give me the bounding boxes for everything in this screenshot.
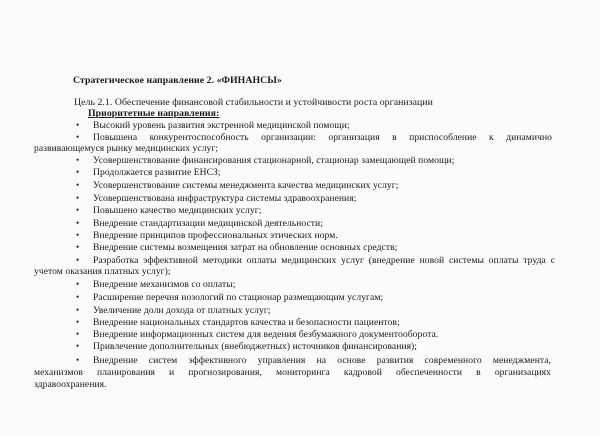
bullet-icon: • bbox=[76, 167, 80, 177]
list-item: Внедрение систем эффективного управления на основе развития современного менеджмента, bbox=[93, 355, 551, 366]
list-item-continuation: здравоохранения. bbox=[34, 379, 107, 390]
list-item-continuation: развивающемуся рынку медицинских услуг; bbox=[34, 143, 219, 154]
bullet-icon: • bbox=[76, 305, 80, 315]
list-item: Разработка эффективной методики оплаты медицинских услуг (внедрение новой системы оплаты труда с bbox=[93, 255, 555, 266]
bullet-icon: • bbox=[76, 205, 80, 215]
bullet-icon: • bbox=[76, 132, 80, 142]
bullet-icon: • bbox=[76, 292, 80, 302]
list-item: Внедрение стандартизации медицинской деятельности; bbox=[93, 218, 323, 229]
bullet-icon: • bbox=[76, 341, 80, 351]
bullet-icon: • bbox=[76, 230, 80, 240]
list-item: Повышено качество медицинских услуг; bbox=[93, 205, 262, 216]
bullet-icon: • bbox=[76, 193, 80, 203]
bullet-icon: • bbox=[76, 279, 80, 289]
bullet-icon: • bbox=[76, 120, 80, 130]
list-item-continuation: механизмов планирования и прогнозирования, мониторинга кадровой обеспеченности в организациях bbox=[34, 367, 551, 378]
list-item: Усовершенствование системы менеджмента качества медицинских услуг; bbox=[93, 180, 399, 191]
list-item: Продолжается развитие ЕНСЗ; bbox=[93, 167, 221, 178]
bullet-icon: • bbox=[76, 242, 80, 252]
list-item: Внедрение принципов профессиональных этических норм. bbox=[93, 230, 338, 241]
list-item: Увеличение доли дохода от платных услуг; bbox=[93, 305, 271, 316]
list-item: Внедрение национальных стандартов качества и безопасности пациентов; bbox=[93, 317, 400, 328]
list-item: Привлечение дополнительных (внебюджетных) источников финансирования); bbox=[93, 341, 417, 352]
list-item: Внедрение механизмов со оплаты; bbox=[93, 279, 236, 290]
list-item: Расширение перечня нозологий по стационар размещающим услугам; bbox=[93, 292, 384, 303]
goal-heading: Цель 2.1. Обеспечение финансовой стабильности и устойчивости роста организации bbox=[74, 97, 433, 108]
bullet-icon: • bbox=[76, 355, 80, 365]
list-item-continuation: учетом оказания платных услуг); bbox=[34, 266, 171, 277]
bullet-icon: • bbox=[76, 255, 80, 265]
list-item: Внедрение системы возмещения затрат на обновление основных средств; bbox=[93, 242, 398, 253]
bullet-icon: • bbox=[76, 218, 80, 228]
list-item: Высокий уровень развития экстренной медицинской помощи; bbox=[93, 120, 350, 131]
priorities-heading: Приоритетные направления: bbox=[88, 108, 220, 119]
bullet-icon: • bbox=[76, 329, 80, 339]
list-item: Внедрение информационных систем для ведения безбумажного документооборота. bbox=[93, 329, 439, 340]
bullet-icon: • bbox=[76, 317, 80, 327]
list-item: Усовершенствование финансирования стационарной, стационар замещающей помощи; bbox=[93, 155, 455, 166]
list-item: Повышена конкурентоспособность организации: организация в приспособление к динамично bbox=[93, 132, 552, 143]
strategic-direction-heading: Стратегическое направление 2. «ФИНАНСЫ» bbox=[73, 75, 282, 86]
bullet-icon: • bbox=[76, 180, 80, 190]
list-item: Усовершенствована инфраструктура системы здравоохранения; bbox=[93, 193, 357, 204]
bullet-icon: • bbox=[76, 155, 80, 165]
